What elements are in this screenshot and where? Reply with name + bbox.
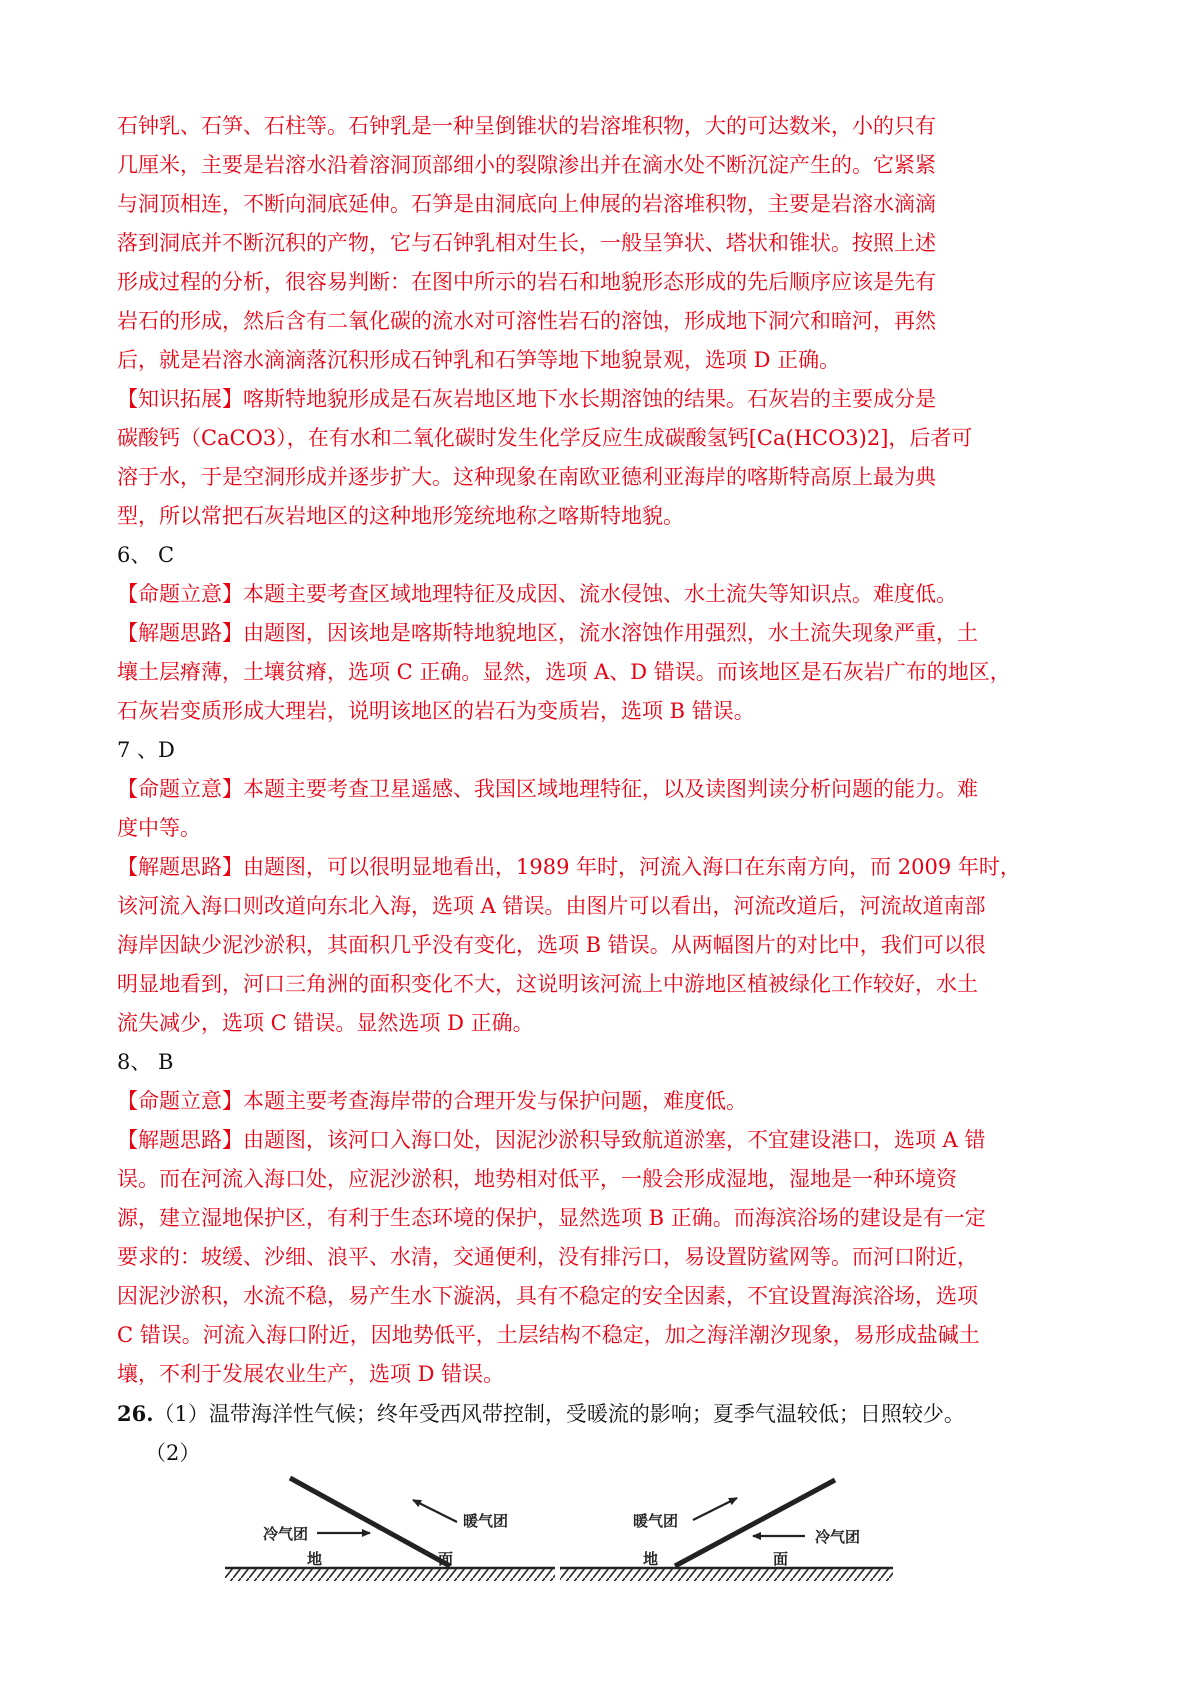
text-line: 溶于水，于是空洞形成并逐步扩大。这种现象在南欧亚德利亚海岸的喀斯特高原上最为典 [117, 465, 936, 489]
warm-air-arrow [413, 1500, 457, 1522]
text-line: 误。而在河流入海口处，应泥沙淤积，地势相对低平，一般会形成湿地，湿地是一种环境资 [117, 1167, 957, 1191]
weather-front-diagram [225, 1458, 995, 1613]
q8-answer [117, 1043, 1097, 1082]
warm-air-label: 暖气团 [633, 1512, 679, 1530]
warm-air-label: 暖气团 [463, 1512, 509, 1530]
answer-label: 8、 B [117, 1050, 174, 1074]
text-line: 后，就是岩溶水滴滴落沉积形成石钟乳和石笋等地下地貌景观，选项 D 正确。 [117, 348, 841, 372]
text-line: 【解题思路】由题图，可以很明显地看出，1989 年时，河流入海口在东南方向，而 2009 年时， [117, 855, 1021, 879]
ground-label: 地 [643, 1550, 659, 1568]
text-line: 石灰岩变质形成大理岩，说明该地区的岩石为变质岩，选项 B 错误。 [117, 699, 755, 723]
text-line: 碳酸钙（CaCO3），在有水和二氧化碳时发生化学反应生成碳酸氢钙[Ca(HCO3)2]，后者可 [117, 426, 973, 450]
text-line: 明显地看到，河口三角洲的面积变化不大，这说明该河流上中游地区植被绿化工作较好，水土 [117, 972, 978, 996]
q8-explanation [117, 1082, 1097, 1394]
warm-front-diagram [560, 1480, 893, 1581]
text-line: 海岸因缺少泥沙淤积，其面积几乎没有变化，选项 B 错误。从两幅图片的对比中，我们可以很 [117, 933, 986, 957]
q6-answer [117, 536, 1097, 575]
text-line: C 错误。河流入海口附近，因地势低平，土层结构不稳定，加之海洋潮汐现象，易形成盐碱土 [117, 1323, 980, 1347]
text-line: 岩石的形成，然后含有二氧化碳的流水对可溶性岩石的溶蚀，形成地下洞穴和暗河，再然 [117, 309, 936, 333]
question-number: 26. [117, 1401, 154, 1426]
q26-part1 [117, 1394, 1097, 1434]
surface-label: 面 [438, 1550, 454, 1568]
text-line: 石钟乳、石笋、石柱等。石钟乳是一种呈倒锥状的岩溶堆积物，大的可达数米，小的只有 [117, 114, 936, 138]
intent-line: 【命题立意】本题主要考查区域地理特征及成因、流水侵蚀、水土流失等知识点。难度低。 [117, 582, 957, 606]
q7-explanation [117, 770, 1097, 1043]
part2-label: （2） [145, 1441, 201, 1465]
text-line: 壤，不利于发展农业生产，选项 D 错误。 [117, 1362, 505, 1386]
warm-air-arrow [693, 1498, 737, 1520]
text-line: 落到洞底并不断沉积的产物，它与石钟乳相对生长，一般呈笋状、塔状和锥状。按照上述 [117, 231, 936, 255]
ground-hatch [225, 1569, 555, 1581]
intent-line: 度中等。 [117, 816, 201, 840]
cold-front-diagram [225, 1478, 555, 1581]
text-line: 壤土层瘠薄，土壤贫瘠，选项 C 正确。显然，选项 A、D 错误。而该地区是石灰岩广布的地区， [117, 660, 1011, 684]
q7-answer [117, 731, 1097, 770]
text-line: 【解题思路】由题图，因该地是喀斯特地貌地区，流水溶蚀作用强烈，水土流失现象严重，土 [117, 621, 978, 645]
answer-label: 7 、D [117, 738, 175, 762]
q6-explanation [117, 575, 1097, 731]
text-line: 形成过程的分析，很容易判断：在图中所示的岩石和地貌形态形成的先后顺序应该是先有 [117, 270, 936, 294]
surface-label: 面 [773, 1550, 789, 1568]
ground-label: 地 [307, 1550, 323, 1568]
text-line: 与洞顶相连，不断向洞底延伸。石笋是由洞底向上伸展的岩溶堆积物，主要是岩溶水滴滴 [117, 192, 936, 216]
text-line: 【解题思路】由题图，该河口入海口处，因泥沙淤积导致航道淤塞，不宜建设港口，选项 A 错 [117, 1128, 986, 1152]
cold-air-label: 冷气团 [815, 1528, 861, 1546]
front-surface-line [675, 1480, 835, 1566]
ground-hatch [560, 1569, 893, 1581]
knowledge-extension [117, 380, 1097, 536]
intent-line: 【命题立意】本题主要考查海岸带的合理开发与保护问题，难度低。 [117, 1089, 747, 1113]
text-line: 流失减少，选项 C 错误。显然选项 D 正确。 [117, 1011, 534, 1035]
text-line: 型，所以常把石灰岩地区的这种地形笼统地称之喀斯特地貌。 [117, 504, 684, 528]
text-line: 源，建立湿地保护区，有利于生态环境的保护，显然选项 B 正确。而海滨浴场的建设是有一定 [117, 1206, 986, 1230]
part1-text: （1）温带海洋性气候；终年受西风带控制，受暖流的影响；夏季气温较低；日照较少。 [153, 1402, 965, 1426]
cold-air-label: 冷气团 [263, 1525, 309, 1543]
explanation-paragraph [117, 107, 1097, 380]
text-line: 因泥沙淤积，水流不稳，易产生水下漩涡，具有不稳定的安全因素，不宜设置海滨浴场，选项 [117, 1284, 978, 1308]
intent-line: 【命题立意】本题主要考查卫星遥感、我国区域地理特征，以及读图判读分析问题的能力。难 [117, 777, 978, 801]
text-line: 该河流入海口则改道向东北入海，选项 A 错误。由图片可以看出，河流改道后，河流故道南部 [117, 894, 986, 918]
answer-label: 6、 C [117, 543, 175, 567]
text-line: 【知识拓展】喀斯特地貌形成是石灰岩地区地下水长期溶蚀的结果。石灰岩的主要成分是 [117, 387, 936, 411]
text-line: 几厘米，主要是岩溶水沿着溶洞顶部细小的裂隙渗出并在滴水处不断沉淀产生的。它紧紧 [117, 153, 936, 177]
text-line: 要求的：坡缓、沙细、浪平、水清，交通便利，没有排污口，易设置防鲨网等。而河口附近， [117, 1245, 978, 1269]
